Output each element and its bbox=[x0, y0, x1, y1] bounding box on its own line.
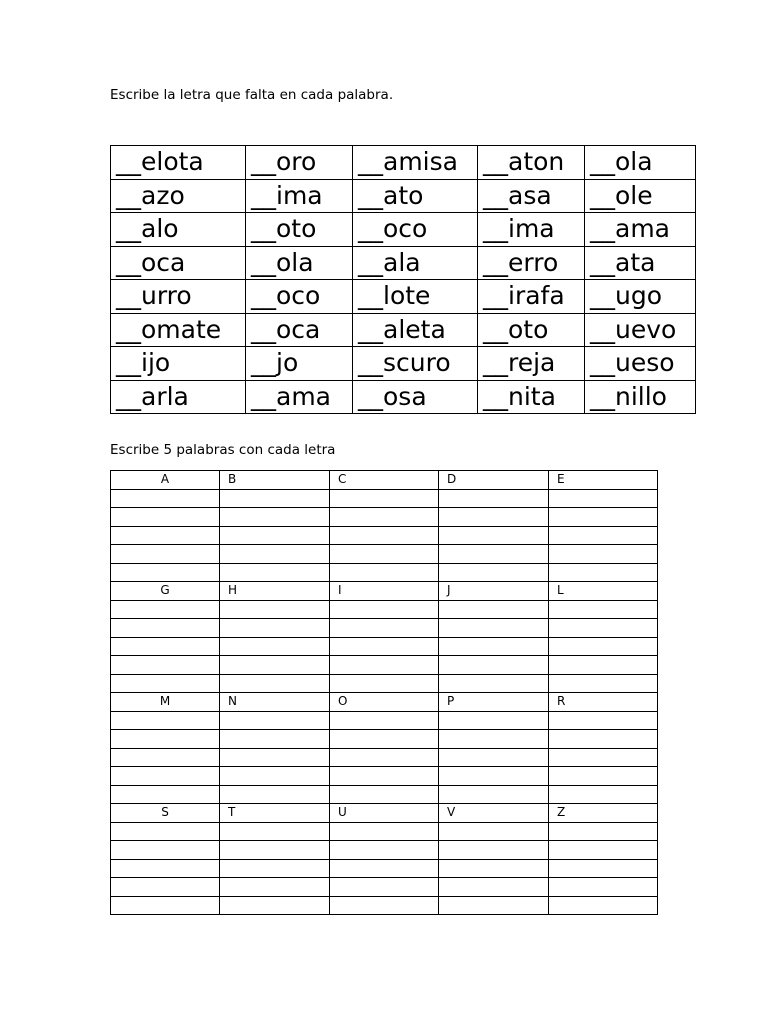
word-cell: __ama bbox=[585, 213, 696, 247]
blank-write-cell bbox=[549, 508, 658, 527]
blank-write-cell bbox=[549, 619, 658, 638]
blank-write-row bbox=[111, 600, 658, 619]
blank-write-cell bbox=[111, 656, 220, 675]
blank-write-cell bbox=[330, 785, 439, 804]
blank-write-cell bbox=[220, 859, 330, 878]
word-cell: __ata bbox=[585, 246, 696, 280]
letter-header-cell: S bbox=[111, 804, 220, 823]
blank-write-cell bbox=[220, 767, 330, 786]
blank-write-cell bbox=[111, 600, 220, 619]
word-cell: __jo bbox=[246, 347, 353, 381]
word-cell: __omate bbox=[111, 313, 246, 347]
blank-write-cell bbox=[439, 508, 549, 527]
blank-write-row bbox=[111, 785, 658, 804]
letter-header-row bbox=[111, 471, 658, 490]
blank-write-cell bbox=[439, 785, 549, 804]
blank-write-cell bbox=[439, 600, 549, 619]
letter-header-cell: V bbox=[439, 804, 549, 823]
word-row bbox=[111, 380, 696, 414]
blank-write-cell bbox=[111, 822, 220, 841]
blank-write-cell bbox=[549, 711, 658, 730]
word-row bbox=[111, 313, 696, 347]
blank-write-cell bbox=[330, 841, 439, 860]
letter-header-cell: O bbox=[330, 693, 439, 712]
blank-write-row bbox=[111, 896, 658, 915]
blank-write-cell bbox=[439, 563, 549, 582]
blank-write-cell bbox=[439, 730, 549, 749]
blank-write-cell bbox=[330, 545, 439, 564]
instruction-missing-letter: Escribe la letra que falta en cada palabra. bbox=[110, 87, 394, 103]
blank-write-cell bbox=[439, 545, 549, 564]
letter-header-cell: I bbox=[330, 582, 439, 601]
letter-header-cell: E bbox=[549, 471, 658, 490]
blank-write-cell bbox=[111, 748, 220, 767]
letter-header-cell: P bbox=[439, 693, 549, 712]
blank-write-cell bbox=[220, 656, 330, 675]
blank-write-cell bbox=[220, 785, 330, 804]
blank-write-cell bbox=[549, 637, 658, 656]
blank-write-cell bbox=[220, 896, 330, 915]
letter-header-cell: C bbox=[330, 471, 439, 490]
blank-write-cell bbox=[111, 526, 220, 545]
word-cell: __asa bbox=[478, 179, 585, 213]
blank-write-cell bbox=[549, 563, 658, 582]
blank-write-row bbox=[111, 619, 658, 638]
blank-write-cell bbox=[111, 619, 220, 638]
blank-write-cell bbox=[549, 878, 658, 897]
letter-header-cell: M bbox=[111, 693, 220, 712]
letter-header-cell: U bbox=[330, 804, 439, 823]
letter-header-cell: Z bbox=[549, 804, 658, 823]
word-cell: __ala bbox=[353, 246, 478, 280]
letter-header-cell: H bbox=[220, 582, 330, 601]
blank-write-cell bbox=[439, 878, 549, 897]
blank-write-cell bbox=[439, 711, 549, 730]
letter-header-row bbox=[111, 804, 658, 823]
blank-write-cell bbox=[439, 896, 549, 915]
blank-write-row bbox=[111, 637, 658, 656]
blank-write-cell bbox=[549, 656, 658, 675]
blank-write-row bbox=[111, 748, 658, 767]
blank-write-cell bbox=[439, 656, 549, 675]
blank-write-cell bbox=[111, 545, 220, 564]
blank-write-cell bbox=[330, 600, 439, 619]
blank-write-cell bbox=[330, 859, 439, 878]
blank-write-cell bbox=[330, 637, 439, 656]
letter-header-cell: G bbox=[111, 582, 220, 601]
word-cell: __oca bbox=[111, 246, 246, 280]
word-row bbox=[111, 213, 696, 247]
word-row bbox=[111, 347, 696, 381]
blank-write-cell bbox=[111, 896, 220, 915]
letter-header-cell: J bbox=[439, 582, 549, 601]
word-row bbox=[111, 179, 696, 213]
blank-write-cell bbox=[549, 489, 658, 508]
blank-write-cell bbox=[220, 619, 330, 638]
blank-write-cell bbox=[549, 748, 658, 767]
blank-write-cell bbox=[549, 841, 658, 860]
blank-write-cell bbox=[111, 730, 220, 749]
blank-write-cell bbox=[439, 822, 549, 841]
word-row bbox=[111, 280, 696, 314]
blank-write-row bbox=[111, 711, 658, 730]
blank-write-row bbox=[111, 730, 658, 749]
word-cell: __ole bbox=[585, 179, 696, 213]
word-cell: __nita bbox=[478, 380, 585, 414]
letter-header-cell: D bbox=[439, 471, 549, 490]
blank-write-cell bbox=[330, 508, 439, 527]
blank-write-cell bbox=[220, 600, 330, 619]
missing-letter-table bbox=[110, 145, 696, 414]
word-cell: __osa bbox=[353, 380, 478, 414]
word-cell: __oca bbox=[246, 313, 353, 347]
word-cell: __aton bbox=[478, 146, 585, 180]
word-cell: __aleta bbox=[353, 313, 478, 347]
blank-write-cell bbox=[111, 785, 220, 804]
word-cell: __ima bbox=[478, 213, 585, 247]
blank-write-cell bbox=[549, 600, 658, 619]
blank-write-cell bbox=[549, 674, 658, 693]
blank-write-cell bbox=[439, 748, 549, 767]
blank-write-cell bbox=[111, 841, 220, 860]
blank-write-cell bbox=[220, 508, 330, 527]
word-cell: __urro bbox=[111, 280, 246, 314]
blank-write-cell bbox=[439, 526, 549, 545]
blank-write-cell bbox=[330, 526, 439, 545]
word-cell: __uevo bbox=[585, 313, 696, 347]
word-cell: __oto bbox=[246, 213, 353, 247]
word-cell: __ijo bbox=[111, 347, 246, 381]
letter-header-cell: N bbox=[220, 693, 330, 712]
instruction-five-words: Escribe 5 palabras con cada letra bbox=[110, 442, 336, 458]
letter-header-cell: B bbox=[220, 471, 330, 490]
word-row bbox=[111, 246, 696, 280]
blank-write-cell bbox=[549, 526, 658, 545]
blank-write-cell bbox=[330, 563, 439, 582]
five-words-table bbox=[110, 470, 658, 915]
blank-write-cell bbox=[220, 545, 330, 564]
blank-write-cell bbox=[220, 526, 330, 545]
blank-write-cell bbox=[220, 637, 330, 656]
word-cell: __elota bbox=[111, 146, 246, 180]
blank-write-row bbox=[111, 526, 658, 545]
letter-header-cell: L bbox=[549, 582, 658, 601]
word-cell: __nillo bbox=[585, 380, 696, 414]
blank-write-cell bbox=[330, 767, 439, 786]
blank-write-row bbox=[111, 656, 658, 675]
word-cell: __arla bbox=[111, 380, 246, 414]
blank-write-cell bbox=[549, 785, 658, 804]
word-cell: __oto bbox=[478, 313, 585, 347]
blank-write-cell bbox=[549, 859, 658, 878]
blank-write-row bbox=[111, 822, 658, 841]
blank-write-row bbox=[111, 508, 658, 527]
blank-write-cell bbox=[330, 748, 439, 767]
blank-write-cell bbox=[111, 637, 220, 656]
blank-write-cell bbox=[549, 822, 658, 841]
blank-write-cell bbox=[111, 859, 220, 878]
letter-header-row bbox=[111, 582, 658, 601]
word-cell: __reja bbox=[478, 347, 585, 381]
word-cell: __oco bbox=[246, 280, 353, 314]
letter-header-row bbox=[111, 693, 658, 712]
blank-write-cell bbox=[439, 637, 549, 656]
word-cell: __azo bbox=[111, 179, 246, 213]
word-cell: __ato bbox=[353, 179, 478, 213]
blank-write-row bbox=[111, 841, 658, 860]
word-cell: __amisa bbox=[353, 146, 478, 180]
blank-write-cell bbox=[330, 619, 439, 638]
blank-write-cell bbox=[439, 619, 549, 638]
blank-write-cell bbox=[220, 822, 330, 841]
word-cell: __ola bbox=[246, 246, 353, 280]
blank-write-cell bbox=[220, 489, 330, 508]
blank-write-row bbox=[111, 859, 658, 878]
blank-write-cell bbox=[549, 896, 658, 915]
blank-write-cell bbox=[330, 489, 439, 508]
word-cell: __ueso bbox=[585, 347, 696, 381]
letter-header-cell: A bbox=[111, 471, 220, 490]
letter-header-cell: T bbox=[220, 804, 330, 823]
blank-write-cell bbox=[220, 878, 330, 897]
blank-write-cell bbox=[439, 767, 549, 786]
blank-write-cell bbox=[111, 767, 220, 786]
blank-write-cell bbox=[220, 841, 330, 860]
blank-write-row bbox=[111, 878, 658, 897]
blank-write-cell bbox=[220, 730, 330, 749]
blank-write-cell bbox=[111, 563, 220, 582]
blank-write-cell bbox=[330, 656, 439, 675]
blank-write-cell bbox=[330, 878, 439, 897]
blank-write-cell bbox=[439, 841, 549, 860]
blank-write-cell bbox=[330, 711, 439, 730]
blank-write-cell bbox=[111, 711, 220, 730]
blank-write-cell bbox=[111, 508, 220, 527]
word-cell: __ama bbox=[246, 380, 353, 414]
blank-write-cell bbox=[220, 748, 330, 767]
letter-header-cell: R bbox=[549, 693, 658, 712]
blank-write-cell bbox=[111, 878, 220, 897]
blank-write-cell bbox=[330, 822, 439, 841]
blank-write-row bbox=[111, 545, 658, 564]
blank-write-cell bbox=[549, 730, 658, 749]
word-cell: __oro bbox=[246, 146, 353, 180]
blank-write-cell bbox=[330, 674, 439, 693]
blank-write-cell bbox=[220, 674, 330, 693]
blank-write-row bbox=[111, 563, 658, 582]
blank-write-cell bbox=[549, 767, 658, 786]
blank-write-cell bbox=[111, 674, 220, 693]
word-cell: __irafa bbox=[478, 280, 585, 314]
blank-write-cell bbox=[439, 859, 549, 878]
word-cell: __scuro bbox=[353, 347, 478, 381]
word-cell: __alo bbox=[111, 213, 246, 247]
blank-write-cell bbox=[439, 674, 549, 693]
blank-write-row bbox=[111, 767, 658, 786]
blank-write-cell bbox=[220, 711, 330, 730]
blank-write-cell bbox=[330, 730, 439, 749]
blank-write-row bbox=[111, 489, 658, 508]
blank-write-cell bbox=[330, 896, 439, 915]
word-cell: __lote bbox=[353, 280, 478, 314]
blank-write-cell bbox=[549, 545, 658, 564]
word-cell: __ima bbox=[246, 179, 353, 213]
word-cell: __ola bbox=[585, 146, 696, 180]
blank-write-cell bbox=[220, 563, 330, 582]
word-cell: __erro bbox=[478, 246, 585, 280]
word-row bbox=[111, 146, 696, 180]
blank-write-cell bbox=[439, 489, 549, 508]
blank-write-row bbox=[111, 674, 658, 693]
word-cell: __ugo bbox=[585, 280, 696, 314]
blank-write-cell bbox=[111, 489, 220, 508]
word-cell: __oco bbox=[353, 213, 478, 247]
